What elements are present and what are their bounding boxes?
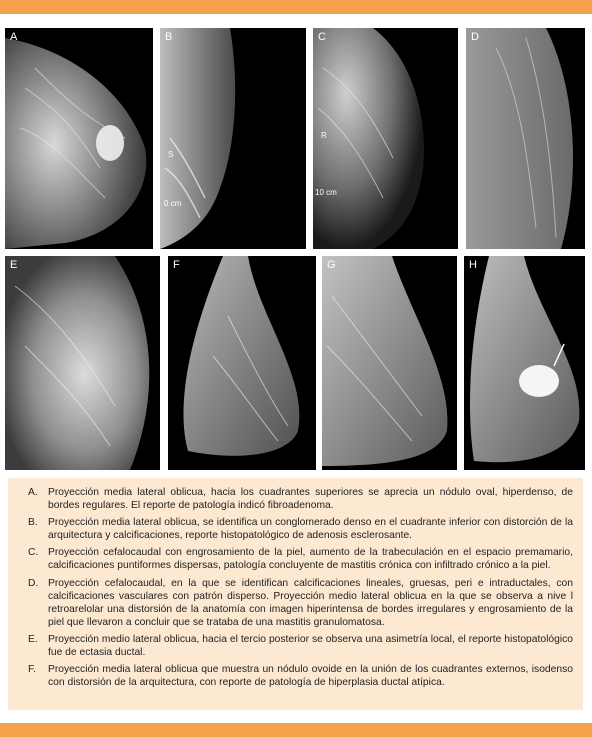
bottom-accent-bar <box>0 723 592 737</box>
mammogram-image-c <box>313 28 458 249</box>
mammogram-panel-f <box>168 256 316 470</box>
panel-letter-d: D <box>471 31 479 43</box>
panel-letter-h: H <box>469 259 477 271</box>
panel-letter-g: G <box>327 259 336 271</box>
caption-letter: A. <box>28 487 38 498</box>
mammogram-image-h <box>464 256 585 470</box>
caption-text: Proyección medio lateral oblicua, hacia el tercio posterior se observa una asimetría local, el reporte histopatológico fue de ectasia ductal. <box>48 633 573 659</box>
caption-text: Proyección media lateral oblicua, hacia los cuadrantes superiores se aprecia un nódulo oval, hiperdenso, de bordes regulares. El reporte de patología indicó fibroadenoma. <box>48 487 573 512</box>
panel-scale-b: 0 cm <box>164 199 182 208</box>
panel-letter-f: F <box>173 259 180 271</box>
mammogram-image-b <box>160 28 306 249</box>
caption-item-f <box>18 663 573 689</box>
caption-list <box>18 486 573 689</box>
mammogram-panel-a <box>5 28 153 249</box>
caption-letter: B. <box>28 517 38 529</box>
caption-letter: E. <box>28 633 38 645</box>
panel-scale-c: 10 cm <box>315 188 337 197</box>
caption-item-d <box>18 577 573 629</box>
mammogram-image-g <box>322 256 457 470</box>
mammogram-panel-e <box>5 256 160 470</box>
mammogram-panel-h <box>464 256 585 470</box>
mammogram-image-d <box>466 28 585 249</box>
caption-text: Proyección cefalocaudal con engrosamiento de la piel, aumento de la trabeculación en el espacio premamario, calcificaciones puntiformes dispersas, patología concluyente de mastitis crónica con infiltrado crónico a la piel. <box>48 547 573 572</box>
panel-marker-c: R <box>321 131 327 140</box>
panel-marker-b: S <box>168 150 174 159</box>
panel-letter-e: E <box>10 259 18 271</box>
caption-letter: D. <box>28 577 39 589</box>
caption-text: Proyección media lateral oblicua que muestra un nódulo ovoide en la unión de los cuadrantes externos, isodenso con distorsión de la arquitectura, con reporte de patología de hiperplasia ductal atípica. <box>48 664 573 689</box>
panel-letter-a: A <box>10 31 18 43</box>
caption-item-e <box>18 633 573 659</box>
mammogram-panel-g <box>322 256 457 470</box>
caption-item-c <box>18 546 573 572</box>
mammogram-panel-d <box>466 28 585 249</box>
caption-text: Proyección cefalocaudal, en la que se identifican calcificaciones lineales, gruesas, peri e intraductales, con calcificaciones vasculares con patrón disperso. Proyección medio lateral oblicua en la que se observa a nive l retroarelolar una distorsión de la anatomía con imagen hiperintensa de bordes irregulares y engrosamiento de la piel que llevaron a concluir que se trataba de una mastitis granulomatosa. <box>48 577 573 628</box>
caption-text: Proyección media lateral oblicua, se identifica un conglomerado denso en el cuadrante inferior con distorción de la arquitectura y calcificaciones, reporte histopatológico de adenosis esclerosante. <box>48 517 573 542</box>
mammogram-image-a <box>5 28 153 249</box>
mammogram-panel-c <box>313 28 458 249</box>
panel-letter-b: B <box>165 31 173 43</box>
caption-letter: C. <box>28 547 39 559</box>
caption-letter: F. <box>28 664 37 676</box>
mammogram-image-f <box>168 256 316 470</box>
mammogram-panel-b <box>160 28 306 249</box>
top-accent-bar <box>0 0 592 14</box>
mammogram-image-e <box>5 256 160 470</box>
caption-box <box>8 478 583 710</box>
caption-item-b <box>18 516 573 542</box>
caption-item-a <box>18 486 573 512</box>
panel-letter-c: C <box>318 31 326 43</box>
